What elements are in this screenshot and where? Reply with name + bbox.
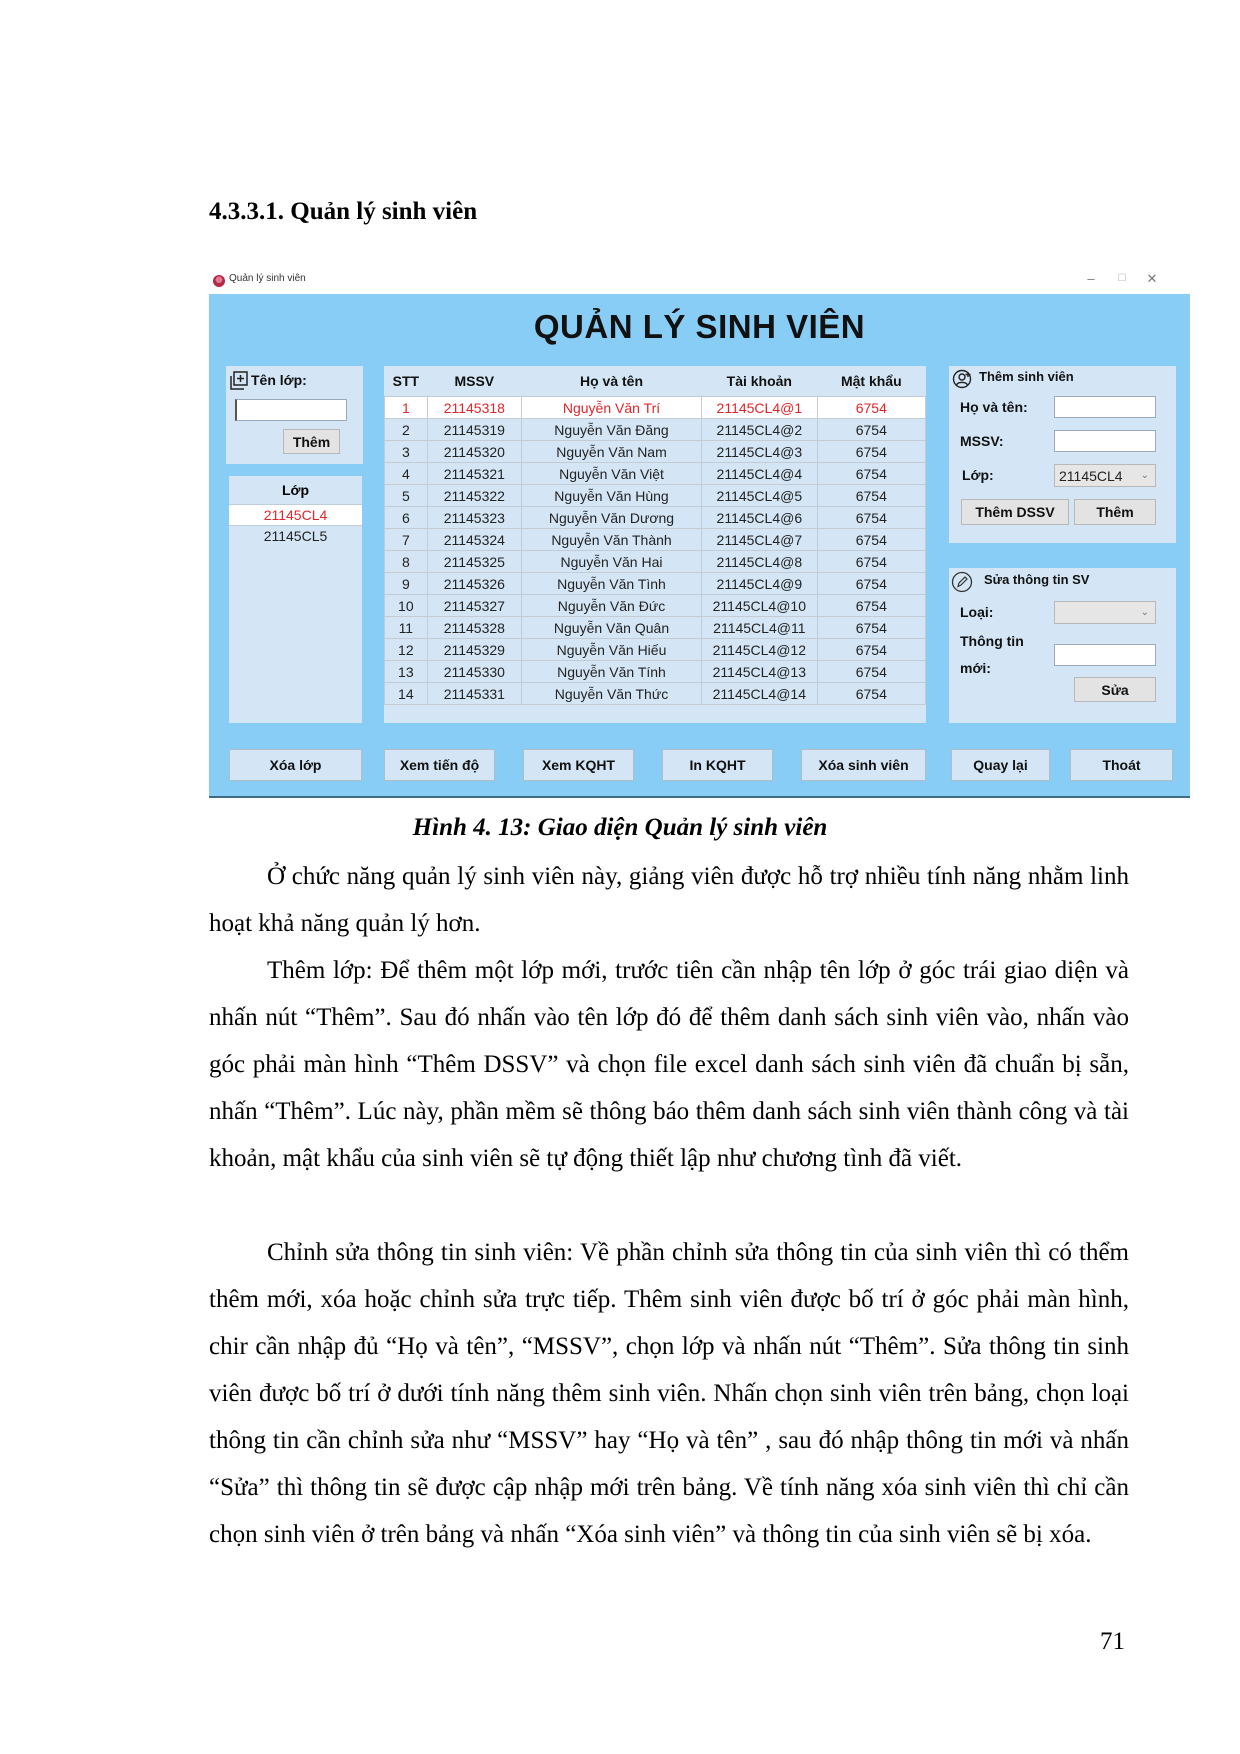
exit-button[interactable]: Thoát bbox=[1070, 749, 1173, 781]
info-type-select[interactable] bbox=[1054, 601, 1156, 624]
cell-stt[interactable]: 3 bbox=[385, 441, 428, 463]
cell-password[interactable]: 6754 bbox=[817, 507, 925, 529]
cell-stt[interactable]: 12 bbox=[385, 639, 428, 661]
add-student-list-button[interactable]: Thêm DSSV bbox=[961, 499, 1069, 525]
table-row[interactable] bbox=[385, 507, 926, 529]
table-row[interactable] bbox=[385, 617, 926, 639]
chevron-down-icon: ⌄ bbox=[1140, 607, 1149, 618]
cell-mssv[interactable]: 21145318 bbox=[427, 397, 521, 419]
cell-name[interactable]: Nguyễn Văn Việt bbox=[521, 463, 701, 485]
delete-class-button[interactable]: Xóa lớp bbox=[229, 749, 362, 781]
student-table[interactable] bbox=[384, 366, 926, 723]
edit-student-button[interactable]: Sửa bbox=[1074, 677, 1156, 702]
cell-account[interactable]: 21145CL4@13 bbox=[702, 661, 818, 683]
cell-name[interactable]: Nguyễn Văn Trí bbox=[521, 397, 701, 419]
pencil-icon bbox=[951, 571, 973, 593]
cell-password[interactable]: 6754 bbox=[817, 441, 925, 463]
print-results-button[interactable]: In KQHT bbox=[662, 749, 773, 781]
cell-password[interactable]: 6754 bbox=[817, 617, 925, 639]
cell-account[interactable]: 21145CL4@14 bbox=[702, 683, 818, 705]
class-item-21145CL4[interactable]: 21145CL4 bbox=[229, 504, 362, 525]
cell-account[interactable]: 21145CL4@6 bbox=[702, 507, 818, 529]
add-student-button[interactable]: Thêm bbox=[1074, 499, 1156, 525]
cell-password[interactable]: 6754 bbox=[817, 639, 925, 661]
class-list-header: Lớp bbox=[281, 482, 310, 498]
back-button[interactable]: Quay lại bbox=[951, 749, 1050, 781]
cell-password[interactable]: 6754 bbox=[817, 573, 925, 595]
cell-password[interactable]: 6754 bbox=[817, 419, 925, 441]
class-item-21145CL5[interactable]: 21145CL5 bbox=[229, 525, 362, 546]
table-row[interactable] bbox=[385, 683, 926, 705]
cell-mssv[interactable]: 21145328 bbox=[427, 617, 521, 639]
cell-password[interactable]: 6754 bbox=[817, 485, 925, 507]
cell-stt[interactable]: 5 bbox=[385, 485, 428, 507]
table-row[interactable] bbox=[385, 485, 926, 507]
table-row[interactable] bbox=[385, 397, 926, 419]
cell-account[interactable]: 21145CL4@2 bbox=[702, 419, 818, 441]
cell-mssv[interactable]: 21145331 bbox=[427, 683, 521, 705]
cell-mssv[interactable]: 21145326 bbox=[427, 573, 521, 595]
cell-mssv[interactable]: 21145327 bbox=[427, 595, 521, 617]
class-select[interactable] bbox=[1054, 464, 1156, 487]
cell-account[interactable]: 21145CL4@11 bbox=[702, 617, 818, 639]
close-icon[interactable]: ✕ bbox=[1146, 271, 1158, 286]
cell-stt[interactable]: 2 bbox=[385, 419, 428, 441]
minimize-icon[interactable]: – bbox=[1087, 271, 1095, 286]
cell-stt[interactable]: 13 bbox=[385, 661, 428, 683]
add-class-panel bbox=[226, 366, 363, 464]
cell-name[interactable]: Nguyễn Văn Nam bbox=[521, 441, 701, 463]
main-form bbox=[209, 294, 1190, 798]
cell-password[interactable]: 6754 bbox=[817, 397, 925, 419]
cell-password[interactable]: 6754 bbox=[817, 551, 925, 573]
student-name-label: Họ và tên: bbox=[960, 399, 1028, 415]
add-layer-icon bbox=[229, 371, 249, 391]
cell-name[interactable]: Nguyễn Văn Hùng bbox=[521, 485, 701, 507]
cell-name[interactable]: Nguyễn Văn Đăng bbox=[521, 419, 701, 441]
cell-password[interactable]: 6754 bbox=[817, 683, 925, 705]
cell-stt[interactable]: 10 bbox=[385, 595, 428, 617]
cell-name[interactable]: Nguyễn Văn Hiếu bbox=[521, 639, 701, 661]
app-logo-icon bbox=[213, 275, 225, 287]
cell-name[interactable]: Nguyễn Văn Thành bbox=[521, 529, 701, 551]
table-row[interactable] bbox=[385, 441, 926, 463]
add-class-button[interactable]: Thêm bbox=[283, 429, 340, 454]
cell-mssv[interactable]: 21145325 bbox=[427, 551, 521, 573]
cell-account[interactable]: 21145CL4@3 bbox=[702, 441, 818, 463]
figure-caption: Hình 4. 13: Giao diện Quản lý sinh viên bbox=[412, 814, 828, 841]
class-select-value: 21145CL4 bbox=[1059, 467, 1123, 484]
edit-student-panel bbox=[949, 568, 1176, 723]
paragraph-edit-student: Chỉnh sửa thông tin sinh viên: Về phần chỉnh sửa thông tin của sinh viên thì có thểm thêm mới, xóa hoặc chỉnh sửa trực tiếp. Thêm sinh viên được bố trí ở góc phải màn hình, chir cần nhập đủ “Họ và tên”, “MSSV”, chọn lớp và nhấn nút “Thêm”. Sửa thông tin sinh viên được bố trí ở dưới tính năng thêm sinh viên. Nhấn chọn sinh viên trên bảng, chọn loại thông tin cần chỉnh sửa như “MSSV” hay “Họ và tên” , sau đó nhập thông tin mới và nhấn “Sửa” thì thông tin sẽ được cập nhập mới trên bảng. Về tính năng xóa sinh viên thì chỉ cần chọn sinh viên ở trên bảng và nhấn “Xóa sinh viên” và thông tin của sinh viên sẽ bị xóa. bbox=[209, 1239, 1129, 1548]
cell-name[interactable]: Nguyễn Văn Dương bbox=[521, 507, 701, 529]
cell-stt[interactable]: 9 bbox=[385, 573, 428, 595]
page-number: 71 bbox=[1100, 1628, 1125, 1655]
cell-account[interactable]: 21145CL4@12 bbox=[702, 639, 818, 661]
table-row[interactable] bbox=[385, 661, 926, 683]
column-header-account[interactable]: Tài khoản bbox=[726, 373, 792, 389]
cell-name[interactable]: Nguyễn Văn Đức bbox=[521, 595, 701, 617]
cell-account[interactable]: 21145CL4@10 bbox=[702, 595, 818, 617]
cell-password[interactable]: 6754 bbox=[817, 463, 925, 485]
app-heading: QUẢN LÝ SINH VIÊN bbox=[533, 308, 866, 345]
cell-account[interactable]: 21145CL4@4 bbox=[702, 463, 818, 485]
class-label: Lớp: bbox=[962, 467, 994, 483]
table-row[interactable] bbox=[385, 529, 926, 551]
cell-account[interactable]: 21145CL4@7 bbox=[702, 529, 818, 551]
mssv-label: MSSV: bbox=[960, 433, 1004, 449]
new-info-input[interactable] bbox=[1054, 644, 1156, 666]
student-grid bbox=[384, 366, 926, 705]
class-name-label: Tên lớp: bbox=[251, 372, 307, 388]
cell-password[interactable]: 6754 bbox=[817, 595, 925, 617]
cell-stt[interactable]: 14 bbox=[385, 683, 428, 705]
table-row[interactable] bbox=[385, 639, 926, 661]
paragraph-intro: Ở chức năng quản lý sinh viên này, giảng viên được hỗ trợ nhiều tính năng nhằm linh hoạt khả năng quản lý hơn. bbox=[209, 863, 1129, 937]
cell-mssv[interactable]: 21145320 bbox=[427, 441, 521, 463]
title-bar[interactable] bbox=[209, 268, 1190, 294]
new-info-label-2: mới: bbox=[960, 660, 991, 676]
cell-name[interactable]: Nguyễn Văn Tình bbox=[521, 573, 701, 595]
cell-stt[interactable]: 7 bbox=[385, 529, 428, 551]
table-row[interactable] bbox=[385, 595, 926, 617]
cell-stt[interactable]: 11 bbox=[385, 617, 428, 639]
cell-stt[interactable]: 6 bbox=[385, 507, 428, 529]
column-header-stt[interactable]: STT bbox=[392, 373, 420, 389]
class-name-input[interactable] bbox=[235, 399, 347, 421]
cell-password[interactable]: 6754 bbox=[817, 529, 925, 551]
cell-mssv[interactable]: 21145323 bbox=[427, 507, 521, 529]
cell-mssv[interactable]: 21145321 bbox=[427, 463, 521, 485]
cell-name[interactable]: Nguyễn Văn Quân bbox=[521, 617, 701, 639]
info-type-label: Loại: bbox=[960, 604, 994, 620]
cell-mssv[interactable]: 21145330 bbox=[427, 661, 521, 683]
view-results-button[interactable]: Xem KQHT bbox=[523, 749, 634, 781]
cell-stt[interactable]: 1 bbox=[385, 397, 428, 419]
cell-stt[interactable]: 4 bbox=[385, 463, 428, 485]
table-row[interactable] bbox=[385, 463, 926, 485]
cell-account[interactable]: 21145CL4@9 bbox=[702, 573, 818, 595]
cell-name[interactable]: Nguyễn Văn Thức bbox=[521, 683, 701, 705]
cell-account[interactable]: 21145CL4@5 bbox=[702, 485, 818, 507]
section-heading: 4.3.3.1. Quản lý sinh viên bbox=[209, 198, 478, 225]
chevron-down-icon: ⌄ bbox=[1140, 470, 1149, 481]
class-list bbox=[229, 476, 362, 723]
column-header-password[interactable]: Mật khẩu bbox=[840, 373, 902, 389]
paragraph-add-class: Thêm lớp: Để thêm một lớp mới, trước tiên cần nhập tên lớp ở góc trái giao diện và nhấn nút “Thêm”. Sau đó nhấn vào tên lớp đó để thêm danh sách sinh viên vào, nhấn vào góc phải màn hình “Thêm DSSV” và chọn file excel danh sách sinh viên đã chuẩn bị sẵn, nhấn “Thêm”. Lúc này, phần mềm sẽ thông báo thêm danh sách sinh viên thành công và tài khoản, mật khẩu của sinh viên sẽ tự động thiết lập như chương tình đã viết. bbox=[209, 957, 1129, 1172]
cell-mssv[interactable]: 21145324 bbox=[427, 529, 521, 551]
view-progress-button[interactable]: Xem tiến độ bbox=[384, 749, 495, 781]
cell-stt[interactable]: 8 bbox=[385, 551, 428, 573]
cell-mssv[interactable]: 21145322 bbox=[427, 485, 521, 507]
edit-student-title: Sửa thông tin SV bbox=[984, 572, 1090, 587]
add-student-panel bbox=[949, 366, 1176, 543]
window-title: Quản lý sinh viên bbox=[229, 273, 306, 284]
maximize-icon[interactable]: ☐ bbox=[1117, 273, 1127, 284]
cell-mssv[interactable]: 21145319 bbox=[427, 419, 521, 441]
cell-password[interactable]: 6754 bbox=[817, 661, 925, 683]
cell-account[interactable]: 21145CL4@1 bbox=[702, 397, 818, 419]
column-header-mssv[interactable]: MSSV bbox=[454, 373, 495, 389]
cell-account[interactable]: 21145CL4@8 bbox=[702, 551, 818, 573]
table-row[interactable] bbox=[385, 551, 926, 573]
table-row[interactable] bbox=[385, 573, 926, 595]
cell-name[interactable]: Nguyễn Văn Tính bbox=[521, 661, 701, 683]
add-student-title: Thêm sinh viên bbox=[979, 369, 1074, 384]
app-window bbox=[209, 268, 1190, 798]
add-user-icon bbox=[952, 369, 972, 389]
column-header-name[interactable]: Họ và tên bbox=[580, 373, 644, 389]
student-name-input[interactable] bbox=[1054, 396, 1156, 418]
new-info-label: Thông tin bbox=[960, 633, 1024, 649]
cell-name[interactable]: Nguyễn Văn Hai bbox=[521, 551, 701, 573]
delete-student-button[interactable]: Xóa sinh viên bbox=[801, 749, 926, 781]
table-row[interactable] bbox=[385, 419, 926, 441]
mssv-input[interactable] bbox=[1054, 430, 1156, 452]
cell-mssv[interactable]: 21145329 bbox=[427, 639, 521, 661]
